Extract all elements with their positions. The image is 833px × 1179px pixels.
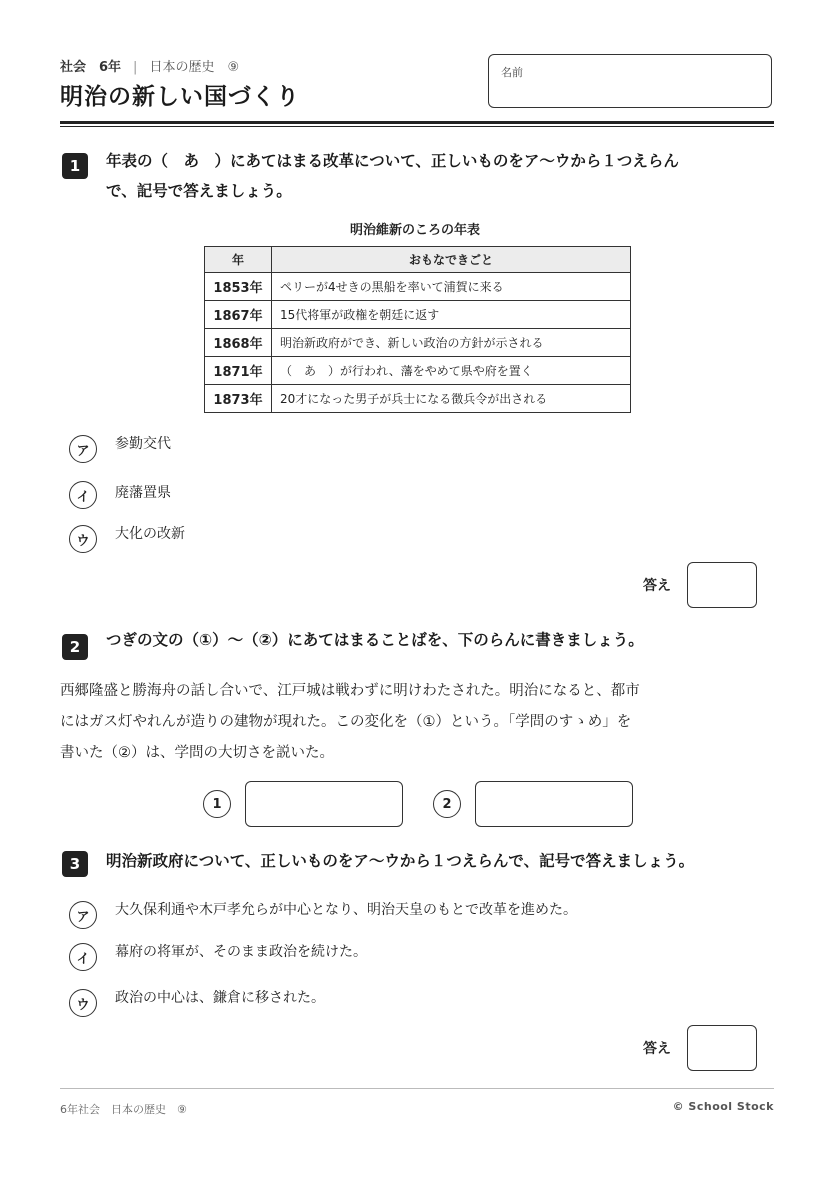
question-2-text: つぎの文の（①）〜（②）にあてはまることばを、下のらんに書きましょう。	[106, 631, 644, 649]
choice-a-mark: ア	[69, 435, 97, 463]
q3-answer-label: 答え	[643, 1041, 671, 1057]
passage-line-2: にはガス灯やれんが造りの建物が現れた。この変化を（①）という。「学問のすゝめ」を	[60, 714, 632, 730]
question-2-passage	[60, 676, 780, 769]
question-1-text	[106, 146, 786, 206]
choice-u-text: 大化の改新	[115, 526, 185, 542]
page-title: 明治の新しい国づくり	[60, 84, 300, 110]
table-cell-event: 20才になった男子が兵士になる徴兵令が出される	[272, 385, 631, 413]
passage-line-3: 書いた（②）は、学問の大切さを説いた。	[60, 745, 334, 761]
footer-unit-label: 6年社会 日本の歴史 ⑨	[60, 1103, 187, 1116]
choice-i-text: 廃藩置県	[115, 485, 171, 501]
question-2-number: 2	[62, 634, 88, 660]
blank-2-box[interactable]	[475, 781, 633, 827]
table-cell-event: （ あ ）が行われ、藩をやめて県や府を置く	[272, 357, 631, 385]
q3-choice-i-mark: イ	[69, 943, 97, 971]
blank-1-box[interactable]	[245, 781, 403, 827]
header-separator: |	[133, 60, 138, 75]
choice-a-text: 参勤交代	[115, 436, 171, 452]
timeline-header-event: おもなできごと	[272, 247, 631, 273]
blank-1-mark: 1	[203, 790, 231, 818]
blank-2-mark: 2	[433, 790, 461, 818]
unit-label: 日本の歴史 ⑨	[149, 60, 240, 75]
q3-choice-a-text: 大久保利通や木戸孝允らが中心となり、明治天皇のもとで改革を進めた。	[115, 902, 577, 918]
subject-grade	[60, 56, 239, 75]
question-1-line-2: で、記号で答えましょう。	[106, 182, 292, 200]
q1-answer-box[interactable]	[687, 562, 757, 608]
table-row	[205, 301, 631, 329]
choice-u-mark: ウ	[69, 525, 97, 553]
timeline-header-row	[205, 247, 631, 273]
timeline-title: 明治維新のころの年表	[349, 223, 480, 238]
q3-choice-a-mark: ア	[69, 901, 97, 929]
header-rule-thin	[60, 126, 774, 127]
table-cell-event: 15代将軍が政権を朝廷に返す	[272, 301, 631, 329]
name-field[interactable]	[488, 54, 772, 108]
table-cell-event: ペリーが4せきの黒船を率いて浦賀に来る	[272, 273, 631, 301]
q3-answer-box[interactable]	[687, 1025, 757, 1071]
q3-choice-u-mark: ウ	[69, 989, 97, 1017]
table-row	[205, 273, 631, 301]
table-cell-year: 1871年	[205, 357, 272, 385]
header-rule-thick	[60, 121, 774, 124]
table-row	[205, 329, 631, 357]
q1-answer-label: 答え	[643, 578, 671, 594]
q3-choice-i-text: 幕府の将軍が、そのまま政治を続けた。	[115, 944, 367, 960]
q3-choice-u-text: 政治の中心は、鎌倉に移された。	[115, 990, 325, 1006]
subject-label: 社会 6年	[60, 60, 122, 75]
question-1-line-1: 年表の（ あ ）にあてはまる改革について、正しいものをア〜ウから１つえらん	[106, 152, 679, 170]
question-3-text: 明治新政府について、正しいものをア〜ウから１つえらんで、記号で答えましょう。	[106, 852, 695, 870]
table-cell-year: 1868年	[205, 329, 272, 357]
timeline-table	[204, 246, 631, 413]
question-1-number: 1	[62, 153, 88, 179]
passage-line-1: 西郷隆盛と勝海舟の話し合いで、江戸城は戦わずに明けわたされた。明治になると、都市	[60, 683, 640, 699]
footer-copyright: © School Stock	[672, 1100, 774, 1113]
table-cell-event: 明治新政府ができ、新しい政治の方針が示される	[272, 329, 631, 357]
table-row	[205, 385, 631, 413]
table-row	[205, 357, 631, 385]
table-cell-year: 1867年	[205, 301, 272, 329]
footer-rule	[60, 1088, 774, 1089]
table-cell-year: 1873年	[205, 385, 272, 413]
table-cell-year: 1853年	[205, 273, 272, 301]
name-label: 名前	[501, 66, 523, 79]
timeline-header-year: 年	[205, 247, 272, 273]
question-3-number: 3	[62, 851, 88, 877]
choice-i-mark: イ	[69, 481, 97, 509]
